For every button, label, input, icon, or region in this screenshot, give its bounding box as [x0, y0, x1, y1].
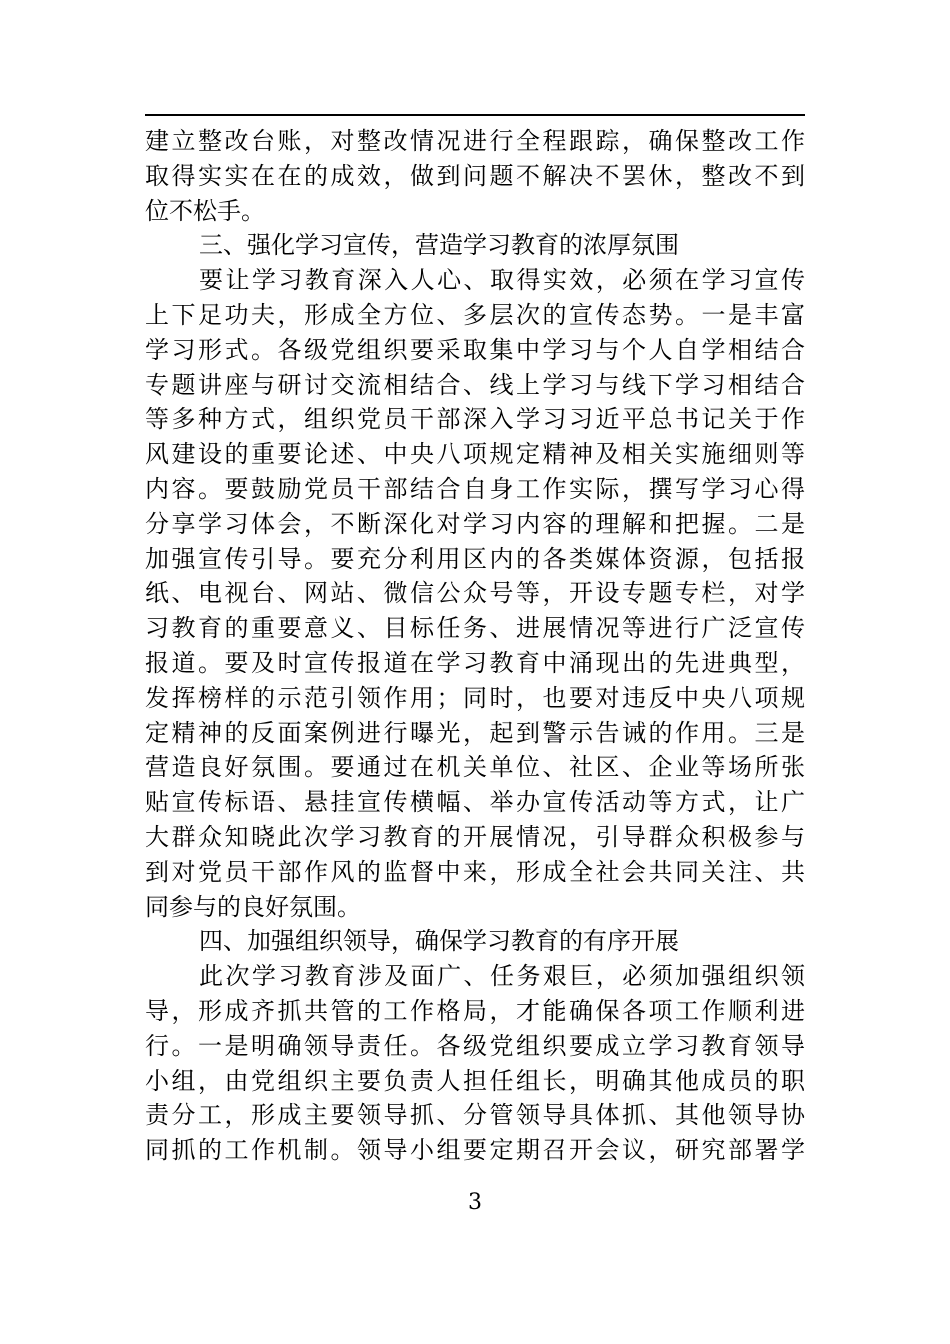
- text-line: 加强宣传引导。要充分利用区内的各类媒体资源，包括报: [145, 544, 805, 573]
- text-line: 发挥榜样的示范引领作用；同时，也要对违反中央八项规: [145, 683, 805, 712]
- text-line: 习教育的重要意义、目标任务、进展情况等进行广泛宣传: [145, 614, 805, 643]
- text-line: 责分工，形成主要领导抓、分管领导具体抓、其他领导协: [145, 1101, 805, 1130]
- text-line: 取得实实在在的成效，做到问题不解决不罢休，整改不到: [145, 161, 805, 190]
- text-line: 贴宣传标语、悬挂宣传横幅、举办宣传活动等方式，让广: [145, 788, 805, 817]
- text-line: 同抓的工作机制。领导小组要定期召开会议，研究部署学: [145, 1136, 805, 1165]
- text-line: 行。一是明确领导责任。各级党组织要成立学习教育领导: [145, 1031, 805, 1060]
- document-body: [145, 124, 805, 1168]
- text-line: 小组，由党组织主要负责人担任组长，明确其他成员的职: [145, 1066, 805, 1095]
- text-line: 内容。要鼓励党员干部结合自身工作实际，撰写学习心得: [145, 474, 805, 503]
- section-heading-4: 四、加强组织领导，确保学习教育的有序开展: [199, 927, 679, 956]
- text-line: 报道。要及时宣传报道在学习教育中涌现出的先进典型，: [145, 648, 805, 677]
- header-rule: [145, 114, 805, 116]
- text-line: 等多种方式，组织党员干部深入学习习近平总书记关于作: [145, 405, 805, 434]
- text-line: 上下足功夫，形成全方位、多层次的宣传态势。一是丰富: [145, 300, 805, 329]
- text-line: 此次学习教育涉及面广、任务艰巨，必须加强组织领: [199, 962, 805, 991]
- text-line: 建立整改台账，对整改情况进行全程跟踪，确保整改工作: [145, 127, 805, 155]
- text-line: 专题讲座与研讨交流相结合、线上学习与线下学习相结合: [145, 370, 805, 399]
- text-line: 导，形成齐抓共管的工作格局，才能确保各项工作顺利进: [145, 996, 805, 1025]
- text-line: 大群众知晓此次学习教育的开展情况，引导群众积极参与: [145, 822, 805, 851]
- text-line: 位不松手。: [145, 196, 265, 225]
- text-line: 要让学习教育深入人心、取得实效，必须在学习宣传: [199, 266, 805, 295]
- text-line: 到对党员干部作风的监督中来，形成全社会共同关注、共: [145, 857, 805, 886]
- text-line: 纸、电视台、网站、微信公众号等，开设专题专栏，对学: [145, 579, 805, 608]
- text-line: 学习形式。各级党组织要采取集中学习与个人自学相结合: [145, 335, 805, 364]
- text-line: 分享学习体会，不断深化对学习内容的理解和把握。二是: [145, 509, 805, 538]
- section-heading-3: 三、强化学习宣传，营造学习教育的浓厚氛围: [199, 231, 679, 260]
- text-line: 同参与的良好氛围。: [145, 892, 361, 921]
- page-number: 3: [468, 1190, 482, 1215]
- text-line: 风建设的重要论述、中央八项规定精神及相关实施细则等: [145, 440, 805, 469]
- text-line: 营造良好氛围。要通过在机关单位、社区、企业等场所张: [145, 753, 805, 782]
- text-line: 定精神的反面案例进行曝光，起到警示告诫的作用。三是: [145, 718, 805, 747]
